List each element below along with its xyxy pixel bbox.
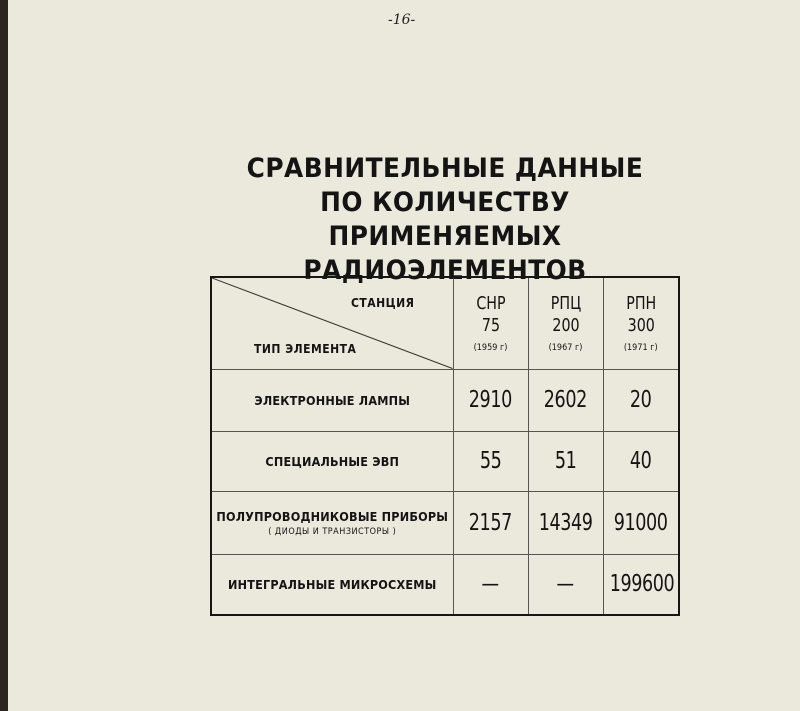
- value-text: 40: [629, 448, 652, 474]
- station-year: (1971 г): [623, 343, 658, 354]
- row-label-text: ЭЛЕКТРОННЫЕ ЛАМПЫ: [254, 392, 411, 408]
- value-text: 20: [629, 387, 652, 413]
- value-text: 2602: [543, 387, 588, 413]
- title-line-3: РАДИОЭЛЕМЕНТОВ: [303, 255, 587, 286]
- value-cell: [603, 491, 679, 554]
- value-cell: [528, 554, 603, 615]
- table-row: [211, 491, 679, 554]
- table-row: [211, 554, 679, 615]
- corner-header-cell: [211, 277, 453, 369]
- page-left-edge: [0, 0, 8, 711]
- element-type-axis-label: ТИП ЭЛЕМЕНТА: [254, 342, 357, 356]
- station-name: РПН: [625, 293, 656, 315]
- station-name: СНР: [475, 293, 506, 315]
- value-cell: [453, 369, 528, 431]
- value-cell: [603, 554, 679, 615]
- page-number: -16-: [388, 12, 416, 28]
- row-label-text: СПЕЦИАЛЬНЫЕ ЭВП: [265, 453, 400, 469]
- table-row: [211, 369, 679, 431]
- station-number: 200: [551, 315, 580, 337]
- value-text: 51: [554, 448, 577, 474]
- value-text: —: [481, 571, 500, 598]
- table-header-row: [211, 277, 679, 369]
- value-text: —: [556, 571, 575, 598]
- station-name: РПЦ: [550, 293, 581, 315]
- table-row: [211, 431, 679, 491]
- title-line-2: ПО КОЛИЧЕСТВУ ПРИМЕНЯЕМЫХ: [320, 187, 570, 252]
- station-header: [603, 277, 679, 369]
- station-number: 300: [627, 315, 655, 337]
- value-cell: [603, 431, 679, 491]
- row-label: [211, 554, 453, 615]
- row-label-text: ПОЛУПРОВОДНИКОВЫЕ ПРИБОРЫ: [216, 508, 449, 524]
- document-title: [200, 152, 690, 288]
- comparison-table: [210, 276, 680, 616]
- value-cell: [528, 491, 603, 554]
- value-text: 2910: [468, 387, 513, 413]
- value-text: 14349: [538, 509, 593, 536]
- station-number: 75: [481, 315, 500, 337]
- row-label: [211, 491, 453, 554]
- row-label: [211, 369, 453, 431]
- value-cell: [453, 491, 528, 554]
- value-cell: [528, 431, 603, 491]
- station-year: (1967 г): [548, 343, 583, 354]
- value-cell: [453, 554, 528, 615]
- row-label: [211, 431, 453, 491]
- value-text: 91000: [613, 509, 668, 536]
- value-text: 2157: [468, 509, 513, 536]
- value-text: 55: [479, 448, 502, 474]
- title-line-1: СРАВНИТЕЛЬНЫЕ ДАННЫЕ: [246, 153, 644, 184]
- value-cell: [528, 369, 603, 431]
- value-cell: [603, 369, 679, 431]
- row-label-text: ИНТЕГРАЛЬНЫЕ МИКРОСХЕМЫ: [227, 576, 437, 592]
- station-year: (1959 г): [473, 343, 508, 354]
- row-sublabel: ( ДИОДЫ И ТРАНЗИСТОРЫ ): [268, 526, 397, 537]
- value-cell: [453, 431, 528, 491]
- value-text: 199600: [609, 571, 674, 598]
- station-header: [528, 277, 603, 369]
- station-header: [453, 277, 528, 369]
- station-axis-label: СТАНЦИЯ: [350, 296, 415, 310]
